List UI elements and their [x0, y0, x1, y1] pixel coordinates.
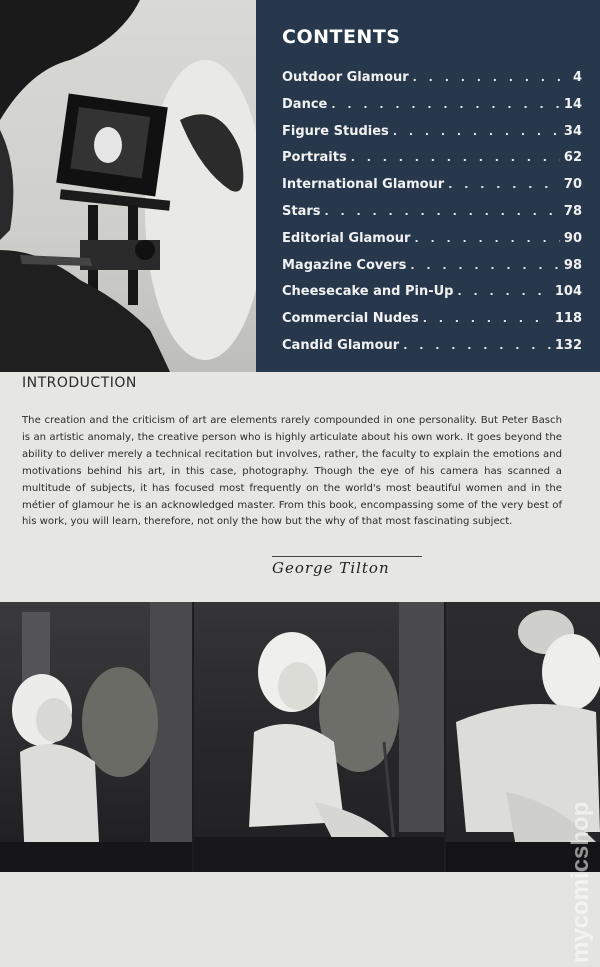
dot-leader: [351, 151, 560, 164]
author-signature: George Tilton: [272, 556, 422, 577]
contents-panel: [256, 0, 600, 372]
dot-leader: [457, 285, 550, 298]
entry-title: International Glamour: [282, 177, 445, 193]
entry-title: Dance: [282, 96, 328, 112]
contents-entry: [282, 338, 582, 365]
entry-title: Cheesecake and Pin-Up: [282, 284, 454, 300]
contents-entry: [282, 124, 582, 151]
entry-title: Outdoor Glamour: [282, 70, 409, 85]
dot-leader: [325, 205, 560, 218]
contents-entry: [282, 97, 582, 124]
dot-leader: [413, 71, 560, 84]
introduction-text: The creation and the criticism of art are elements rarely compounded in one personality. But Peter Basch is an artistic anomaly, the creative person who is highly articulate about his own work. It goes beyond the ability to deliver merely a technical recitation but involves, rather, the faculty to explain the emotions and motivations behind his art, in this case, photography. Though the eye of his camera has scanned a multitude of subjects, it has focused most frequently on the world's most beautiful women and in the métier of glamour he is an acknowledged master. From this book, encompassing some of the very best of his work, you will learn, therefore, not only the how but the why of that most fascinating subject.: [22, 415, 562, 528]
entry-title: Stars: [282, 203, 321, 219]
bottom-margin: [0, 872, 600, 967]
entry-page: 34: [563, 123, 582, 139]
model-photo-2: [194, 602, 444, 872]
contents-entry: [282, 150, 582, 177]
watermark: [560, 727, 600, 967]
entry-page: 78: [563, 203, 582, 219]
entry-page: 14: [563, 96, 582, 112]
contents-entry: [282, 231, 582, 258]
contents-entry: [282, 284, 582, 311]
entry-title: Figure Studies: [282, 123, 389, 139]
entry-page: 90: [563, 230, 582, 246]
contents-title: CONTENTS: [282, 26, 401, 48]
dot-leader: [410, 259, 560, 272]
dot-leader: [393, 125, 560, 138]
model-photo-1: [0, 602, 192, 872]
entry-page: 70: [563, 177, 582, 193]
entry-page: 4: [572, 70, 582, 85]
dot-leader: [414, 232, 559, 245]
dot-leader: [423, 312, 551, 325]
entry-title: Commercial Nudes: [282, 311, 419, 327]
dot-leader: [403, 339, 551, 352]
entry-title: Editorial Glamour: [282, 230, 411, 246]
entry-page: 132: [554, 337, 582, 353]
introduction-heading: INTRODUCTION: [22, 375, 137, 391]
contents-list: [282, 70, 582, 365]
dot-leader: [448, 178, 560, 191]
photo-strip: [0, 602, 600, 872]
entry-title: Portraits: [282, 150, 347, 166]
contents-entry: [282, 70, 582, 97]
photographer-camera-photo: [0, 0, 256, 372]
entry-page: 118: [554, 311, 582, 327]
entry-title: Magazine Covers: [282, 257, 407, 273]
contents-entry: [282, 258, 582, 285]
contents-entry: [282, 311, 582, 338]
watermark-text: mycomicshop: [567, 801, 594, 963]
dot-leader: [331, 98, 560, 111]
entry-title: Candid Glamour: [282, 337, 400, 353]
entry-page: 62: [563, 150, 582, 166]
entry-page: 104: [554, 284, 582, 300]
contents-entry: [282, 204, 582, 231]
entry-page: 98: [563, 257, 582, 273]
contents-entry: [282, 177, 582, 204]
